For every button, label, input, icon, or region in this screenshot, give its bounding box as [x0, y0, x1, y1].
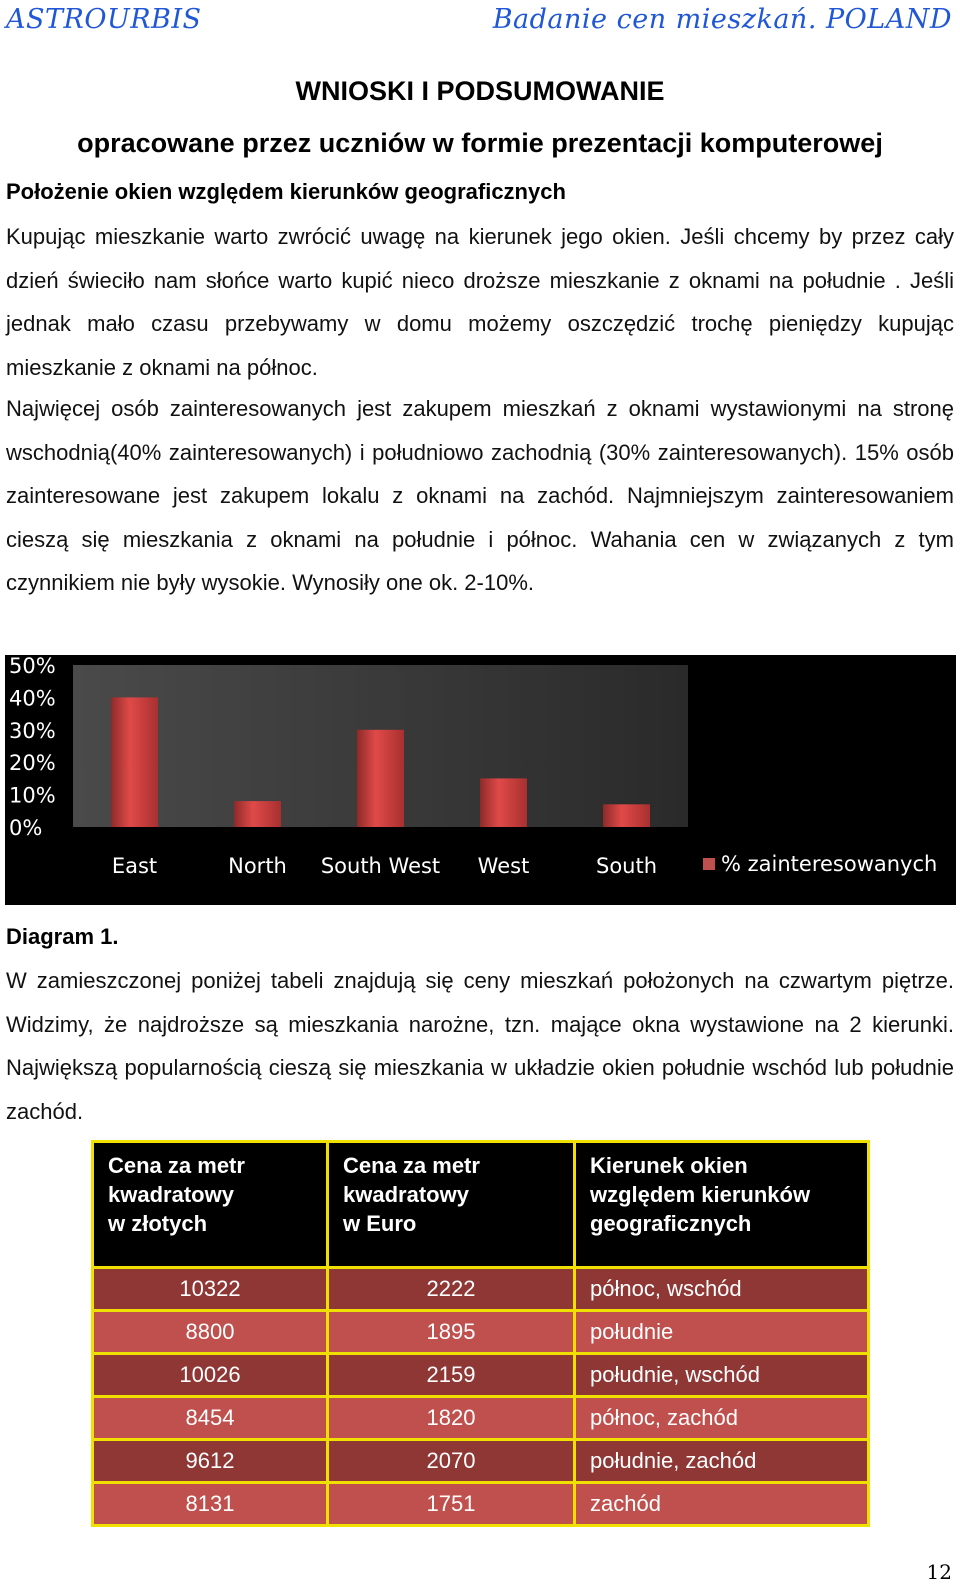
table-row	[93, 1268, 869, 1311]
cell-price-pln: 10322	[93, 1268, 328, 1311]
header-right-title: Badanie cen mieszkań. POLAND	[492, 4, 952, 35]
cell-price-pln: 8131	[93, 1483, 328, 1526]
y-tick-label: 20%	[9, 751, 56, 776]
section-heading: Położenie okien względem kierunków geograficznych	[6, 179, 566, 204]
paragraph-windows-direction: Kupując mieszkanie warto zwrócić uwagę na kierunek jego okien. Jeśli chcemy by przez cały dzień świeciło nam słońce warto kupić nieco droższe mieszkanie z oknami na południe . Jeśli jednak mało czasu przebywamy w domu możemy oszczędzić trochę pieniędzy kupując mieszkanie z oknami na północ.	[6, 224, 954, 380]
cell-price-eur: 1895	[328, 1311, 575, 1354]
chart-svg	[5, 655, 956, 905]
bar	[603, 804, 650, 827]
paragraph-table-intro: W zamieszczonej poniżej tabeli znajdują się ceny mieszkań położonych na czwartym piętrze. Widzimy, że najdroższe są mieszkania narożne, tzn. mające okna wystawione na 2 kierunki. Największą popularnością cieszą się mieszkania w układzie okien południe wschód lub południe zachód.	[6, 968, 954, 1124]
cell-price-pln: 8454	[93, 1397, 328, 1440]
x-tick-label: North	[228, 854, 287, 878]
x-tick-label: West	[477, 854, 530, 878]
cell-price-pln: 8800	[93, 1311, 328, 1354]
cell-direction: południe	[575, 1311, 869, 1354]
cell-direction: południe, wschód	[575, 1354, 869, 1397]
page-number: 12	[926, 1560, 952, 1584]
bar	[357, 730, 404, 827]
cell-price-eur: 2070	[328, 1440, 575, 1483]
bar	[234, 801, 281, 827]
interest-bar-chart	[5, 655, 956, 905]
page-header	[6, 4, 952, 38]
cell-price-eur: 2159	[328, 1354, 575, 1397]
y-tick-label: 40%	[9, 686, 56, 711]
legend-label: % zainteresowanych	[721, 852, 938, 876]
paragraph-interest: Najwięcej osób zainteresowanych jest zakupem mieszkań z oknami wystawionymi na stronę wschodnią(40% zainteresowanych) i południowo zachodnią (30% zainteresowanych). 15% osób zainteresowane jest zakupem lokalu z oknami na zachód. Najmniejszym zainteresowaniem cieszą się mieszkania z oknami na południe i północ. Wahania cen w związanych z tym czynnikiem nie były wysokie. Wynosiły one ok. 2-10%.	[6, 396, 954, 595]
diagram-label: Diagram 1.	[6, 924, 119, 949]
header-left-title: ASTROURBIS	[6, 4, 202, 35]
cell-price-eur: 1820	[328, 1397, 575, 1440]
page-title: WNIOSKI I PODSUMOWANIE	[295, 76, 665, 106]
cell-price-pln: 10026	[93, 1354, 328, 1397]
bar	[111, 697, 158, 827]
table-row	[93, 1354, 869, 1397]
x-tick-label: South West	[320, 854, 441, 878]
table-row	[93, 1483, 869, 1526]
cell-price-eur: 2222	[328, 1268, 575, 1311]
cell-direction: północ, zachód	[575, 1397, 869, 1440]
header-window-direction: Kierunek okien względem kierunków geograficznych	[575, 1142, 869, 1268]
table-row	[93, 1440, 869, 1483]
x-tick-label: South	[595, 854, 658, 878]
y-tick-label: 10%	[9, 783, 56, 808]
table-row	[93, 1311, 869, 1354]
table-header-row	[93, 1142, 869, 1268]
header-price-pln: Cena za metr kwadratowy w złotych	[93, 1142, 328, 1268]
cell-price-eur: 1751	[328, 1483, 575, 1526]
cell-price-pln: 9612	[93, 1440, 328, 1483]
header-price-eur: Cena za metr kwadratowy w Euro	[328, 1142, 575, 1268]
price-table	[91, 1140, 870, 1527]
cell-direction: południe, zachód	[575, 1440, 869, 1483]
y-tick-label: 0%	[9, 816, 43, 840]
bar	[480, 778, 527, 827]
table-row	[93, 1397, 869, 1440]
cell-direction: zachód	[575, 1483, 869, 1526]
x-tick-label: East	[111, 854, 158, 878]
legend-swatch	[703, 858, 715, 870]
y-tick-label: 30%	[9, 718, 56, 743]
page-subtitle: opracowane przez uczniów w formie prezentacji komputerowej	[77, 128, 883, 158]
y-tick-label: 50%	[9, 655, 56, 678]
cell-direction: północ, wschód	[575, 1268, 869, 1311]
